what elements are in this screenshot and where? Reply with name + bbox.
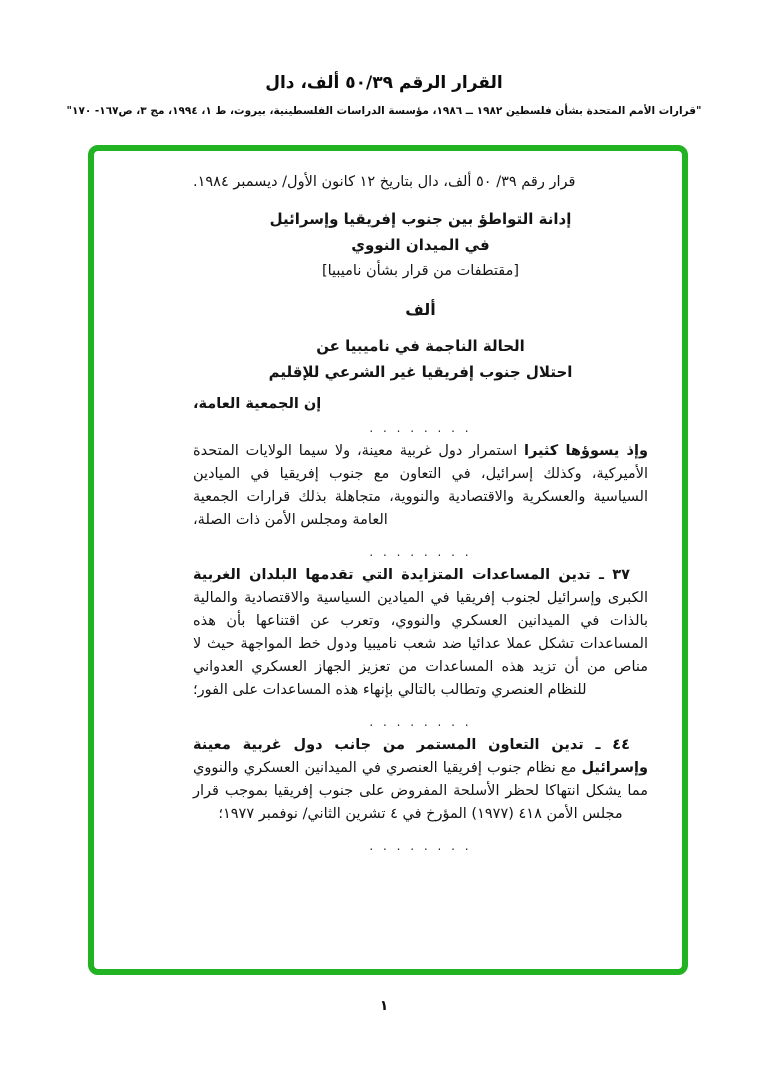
paragraph-44-rest: مع نظام جنوب إفريقيا العنصري في الميدانين العسكري والنووي مما يشكل انتهاكا لحظر الأسلحة المفروض على جنوب إفريقيا بموجب قرار مجلس الأمن ٤١٨ (١٩٧٧) المؤرخ في ٤ تشرين الثاني/ نوفمبر ١٩٧٧؛ [193, 760, 648, 822]
ellipsis-row: . . . . . . . . [369, 545, 472, 559]
ellipsis-row: . . . . . . . . [369, 839, 472, 853]
section-title-line2: احتلال جنوب إفريقيا غير الشرعي للإقليم [268, 363, 573, 381]
document-title-line1: إدانة التواطؤ بين جنوب إفريقيا وإسرائيل [269, 210, 572, 228]
paragraph-44-lead: تدين التعاون المستمر من جانب دول غربية معينة وإسرائيل [193, 737, 648, 776]
paragraph-37-rest: الكبرى وإسرائيل لجنوب إفريقيا في الميادين السياسية والاقتصادية والمالية بالذات في الميدانين العسكري والنووي، وتعرب عن اقتناعها بأن هذه المساعدات تشكل عملا عدائيا ضد شعب ناميبيا ودول خط المواجهة حيث لا مناص من أن تزيد هذه المساعدات من تعزيز الجهاز العسكري العدواني للنظام العنصري وتطالب بالتالي بإنهاء هذه المساعدات على الفور؛ [193, 590, 648, 698]
paragraph-37-lead: تدين المساعدات المتزايدة التي تقدمها البلدان الغربية [193, 567, 591, 583]
preamble-lead: وإذ يسوؤها كثيرا [523, 443, 648, 459]
preamble-rest: استمرار دول غربية معينة، ولا سيما الولايات المتحدة الأميركية، وكذلك إسرائيل، في التعاون مع جنوب إفريقيا في الميادين السياسية والعسكرية والاقتصادية والنووية، متجاهلة بذلك قرارات الجمعية العامة ومجلس الأمن ذات الصلة، [193, 443, 648, 528]
citation-line: "قرارات الأمم المتحدة بشأن فلسطين ١٩٨٢ ــ ١٩٨٦، مؤسسة الدراسات الفلسطينية، بيروت، ط ١، ١٩٩٤، مج ٣، ص١٦٧- ١٧٠" [66, 105, 702, 117]
paragraph-37 [193, 564, 648, 702]
document-title-line2: في الميدان النووي [351, 236, 490, 254]
section-letter: ألف [405, 300, 436, 319]
page-header [0, 0, 768, 118]
paragraph-44-number: ٤٤ ـ [583, 737, 630, 753]
document-frame [88, 145, 688, 975]
resolution-intro-text: قرار رقم ٣٩/ ٥٠ ألف، دال بتاريخ ١٢ كانون الأول/ ديسمبر ١٩٨٤. [193, 174, 576, 190]
assembly-line: إن الجمعية العامة، [193, 396, 322, 412]
page-number: ١ [379, 998, 389, 1014]
preamble-paragraph [193, 440, 648, 532]
paragraph-44 [193, 734, 648, 826]
document-body [94, 151, 682, 856]
ellipsis-row: . . . . . . . . [369, 715, 472, 729]
resolution-title: القرار الرقم ٣٩‏/‏٥٠ ألف، دال [265, 73, 503, 93]
paragraph-37-number: ٣٧ ـ [590, 567, 630, 583]
resolution-intro-paragraph [193, 171, 648, 194]
excerpt-note: [مقتطفات من قرار بشأن ناميبيا] [321, 263, 520, 279]
ellipsis-row: . . . . . . . . [369, 421, 472, 435]
section-title-line1: الحالة الناجمة في ناميبيا عن [316, 337, 525, 355]
